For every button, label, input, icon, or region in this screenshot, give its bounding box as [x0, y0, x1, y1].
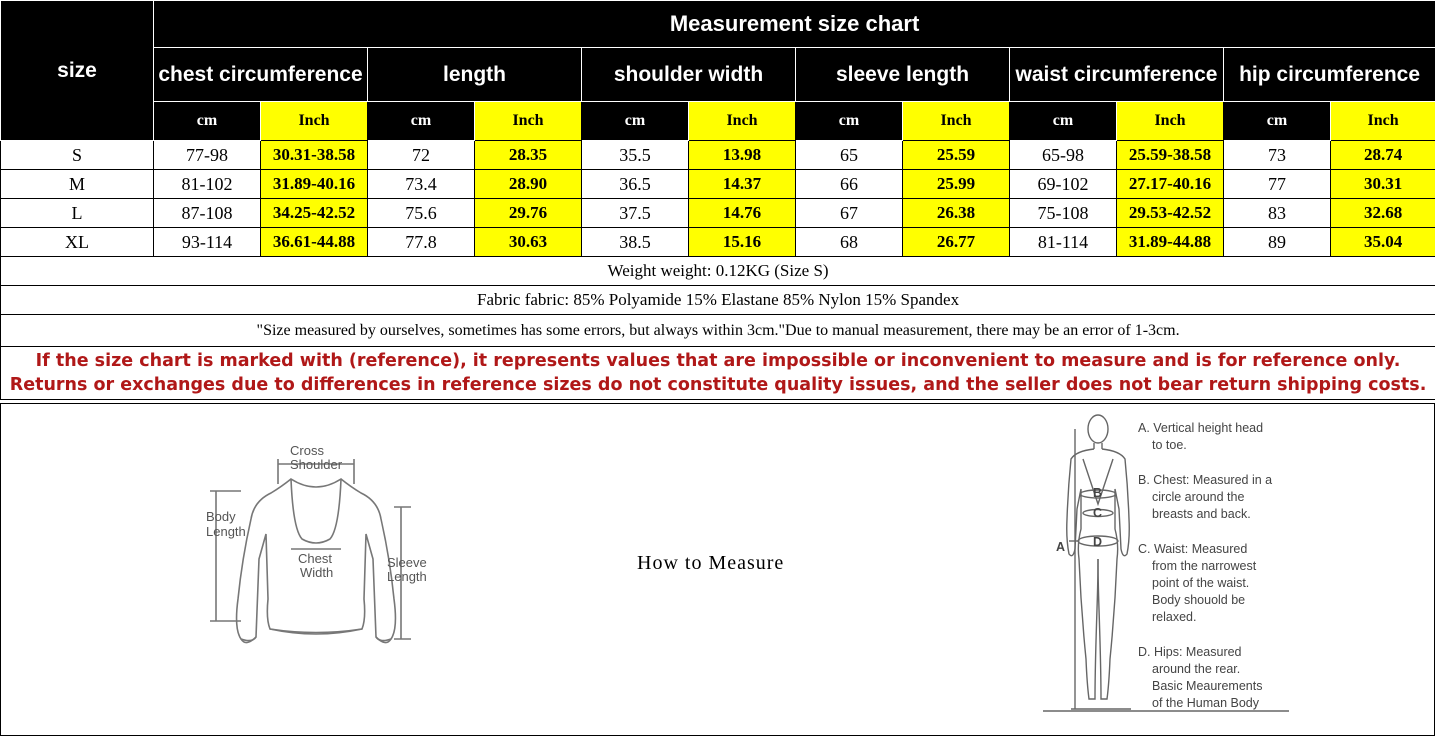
inch-value-cell: 30.31 — [1331, 170, 1435, 199]
inch-value-cell: 25.59 — [903, 141, 1010, 170]
letter-d: D — [1093, 535, 1103, 549]
cm-value-cell: 87-108 — [154, 199, 261, 228]
inch-value-cell: 28.74 — [1331, 141, 1435, 170]
group-header-shoulder: shoulder width — [582, 48, 796, 102]
group-header-length: length — [368, 48, 582, 102]
size-header: size — [1, 1, 154, 141]
body-note-line: breasts and back. — [1152, 507, 1251, 521]
cm-value-cell: 37.5 — [582, 199, 689, 228]
weight-row — [1, 257, 1435, 286]
table-row — [1, 141, 1435, 170]
unit-cm-4: cm — [1010, 102, 1117, 141]
cm-value-cell: 72 — [368, 141, 475, 170]
warning-row — [1, 347, 1435, 400]
body-note-line: point of the waist. — [1152, 576, 1250, 590]
cm-value-cell: 38.5 — [582, 228, 689, 257]
inch-value-cell: 29.76 — [475, 199, 582, 228]
unit-inch-0: Inch — [261, 102, 368, 141]
body-note-line: A. Vertical height head — [1138, 421, 1264, 435]
fabric-row — [1, 286, 1435, 315]
cm-value-cell: 73 — [1224, 141, 1331, 170]
size-cell: M — [1, 170, 154, 199]
unit-cm-1: cm — [368, 102, 475, 141]
inch-value-cell: 26.77 — [903, 228, 1010, 257]
unit-inch-5: Inch — [1331, 102, 1435, 141]
inch-value-cell: 29.53-42.52 — [1117, 199, 1224, 228]
body-note-line: D. Hips: Measured — [1138, 645, 1242, 659]
how-to-measure-panel — [0, 403, 1435, 736]
size-cell: XL — [1, 228, 154, 257]
inch-value-cell: 13.98 — [689, 141, 796, 170]
body-notes — [1138, 421, 1272, 710]
inch-value-cell: 30.31-38.58 — [261, 141, 368, 170]
cm-value-cell: 35.5 — [582, 141, 689, 170]
unit-cm-3: cm — [796, 102, 903, 141]
cm-value-cell: 89 — [1224, 228, 1331, 257]
chart-title: Measurement size chart — [154, 1, 1435, 48]
inch-value-cell: 27.17-40.16 — [1117, 170, 1224, 199]
letter-c: C — [1093, 506, 1103, 520]
table-row — [1, 199, 1435, 228]
inch-value-cell: 14.76 — [689, 199, 796, 228]
cm-value-cell: 65 — [796, 141, 903, 170]
inch-value-cell: 25.99 — [903, 170, 1010, 199]
unit-inch-1: Inch — [475, 102, 582, 141]
cm-value-cell: 36.5 — [582, 170, 689, 199]
cm-value-cell: 77 — [1224, 170, 1331, 199]
sleeve-length-label-1: Sleeve — [387, 555, 427, 570]
cm-value-cell: 77.8 — [368, 228, 475, 257]
group-header-chest: chest circumference — [154, 48, 368, 102]
group-header-waist: waist circumference — [1010, 48, 1224, 102]
chest-width-label-2: Width — [300, 565, 334, 580]
weight-note: Weight weight: 0.12KG (Size S) — [1, 257, 1435, 286]
body-note-line: to toe. — [1152, 438, 1187, 452]
body-note-line: circle around the — [1152, 490, 1245, 504]
chest-width-label-1: Chest — [298, 551, 332, 566]
body-note-line: of the Human Body — [1152, 696, 1260, 710]
cross-shoulder-label-1: Cross — [290, 443, 324, 458]
measure-note-row — [1, 315, 1435, 347]
inch-value-cell: 34.25-42.52 — [261, 199, 368, 228]
cm-value-cell: 81-114 — [1010, 228, 1117, 257]
cm-value-cell: 81-102 — [154, 170, 261, 199]
inch-value-cell: 15.16 — [689, 228, 796, 257]
table-row — [1, 170, 1435, 199]
inch-value-cell: 25.59-38.58 — [1117, 141, 1224, 170]
letter-b: B — [1093, 486, 1103, 500]
group-header-hip: hip circumference — [1224, 48, 1435, 102]
cm-value-cell: 73.4 — [368, 170, 475, 199]
inch-value-cell: 32.68 — [1331, 199, 1435, 228]
letter-a: A — [1056, 540, 1066, 554]
body-note-line: Body shouold be — [1152, 593, 1246, 607]
cm-value-cell: 67 — [796, 199, 903, 228]
inch-value-cell: 31.89-44.88 — [1117, 228, 1224, 257]
body-note-line: B. Chest: Measured in a — [1138, 473, 1273, 487]
cm-value-cell: 77-98 — [154, 141, 261, 170]
cm-value-cell: 93-114 — [154, 228, 261, 257]
cm-value-cell: 68 — [796, 228, 903, 257]
body-note-line: from the narrowest — [1152, 559, 1257, 573]
sleeve-length-label-2: Length — [387, 569, 427, 584]
size-rows — [1, 141, 1435, 257]
unit-inch-3: Inch — [903, 102, 1010, 141]
inch-value-cell: 31.89-40.16 — [261, 170, 368, 199]
body-length-label-1: Body — [206, 509, 236, 524]
size-cell: L — [1, 199, 154, 228]
group-header-row — [1, 48, 1435, 102]
unit-inch-4: Inch — [1117, 102, 1224, 141]
body-note-line: relaxed. — [1152, 610, 1197, 624]
inch-value-cell: 28.35 — [475, 141, 582, 170]
body-note-line: around the rear. — [1152, 662, 1241, 676]
fabric-note: Fabric fabric: 85% Polyamide 15% Elastane 85% Nylon 15% Spandex — [1, 286, 1435, 315]
title-row — [1, 1, 1435, 48]
body-length-label-2: Length — [206, 524, 246, 539]
unit-cm-0: cm — [154, 102, 261, 141]
unit-cm-5: cm — [1224, 102, 1331, 141]
cm-value-cell: 66 — [796, 170, 903, 199]
body-note-line: C. Waist: Measured — [1138, 542, 1248, 556]
cm-value-cell: 75-108 — [1010, 199, 1117, 228]
warning-note: If the size chart is marked with (reference), it represents values that are impossible or inconvenient to measure and is for reference only. Returns or exchanges due to differences in reference sizes do not constitute quality issues, and the seller does not bear return shipping costs. — [1, 347, 1435, 400]
measure-note: "Size measured by ourselves, sometimes has some errors, but always within 3cm."Due to manual measurement, there may be an error of 1-3cm. — [1, 315, 1435, 347]
inch-value-cell: 30.63 — [475, 228, 582, 257]
cm-value-cell: 83 — [1224, 199, 1331, 228]
unit-inch-2: Inch — [689, 102, 796, 141]
size-cell: S — [1, 141, 154, 170]
cross-shoulder-label-2: Shoulder — [290, 457, 343, 472]
cm-value-cell: 75.6 — [368, 199, 475, 228]
cm-value-cell: 65-98 — [1010, 141, 1117, 170]
inch-value-cell: 14.37 — [689, 170, 796, 199]
cm-value-cell: 69-102 — [1010, 170, 1117, 199]
inch-value-cell: 28.90 — [475, 170, 582, 199]
inch-value-cell: 35.04 — [1331, 228, 1435, 257]
sweater-diagram — [196, 439, 446, 694]
how-to-measure-label: How to Measure — [637, 552, 785, 574]
unit-cm-2: cm — [582, 102, 689, 141]
group-header-sleeve: sleeve length — [796, 48, 1010, 102]
inch-value-cell: 36.61-44.88 — [261, 228, 368, 257]
inch-value-cell: 26.38 — [903, 199, 1010, 228]
body-note-line: Basic Meaurements — [1152, 679, 1263, 693]
table-row — [1, 228, 1435, 257]
unit-header-row — [1, 102, 1435, 141]
body-measurement-diagram — [1041, 409, 1301, 729]
